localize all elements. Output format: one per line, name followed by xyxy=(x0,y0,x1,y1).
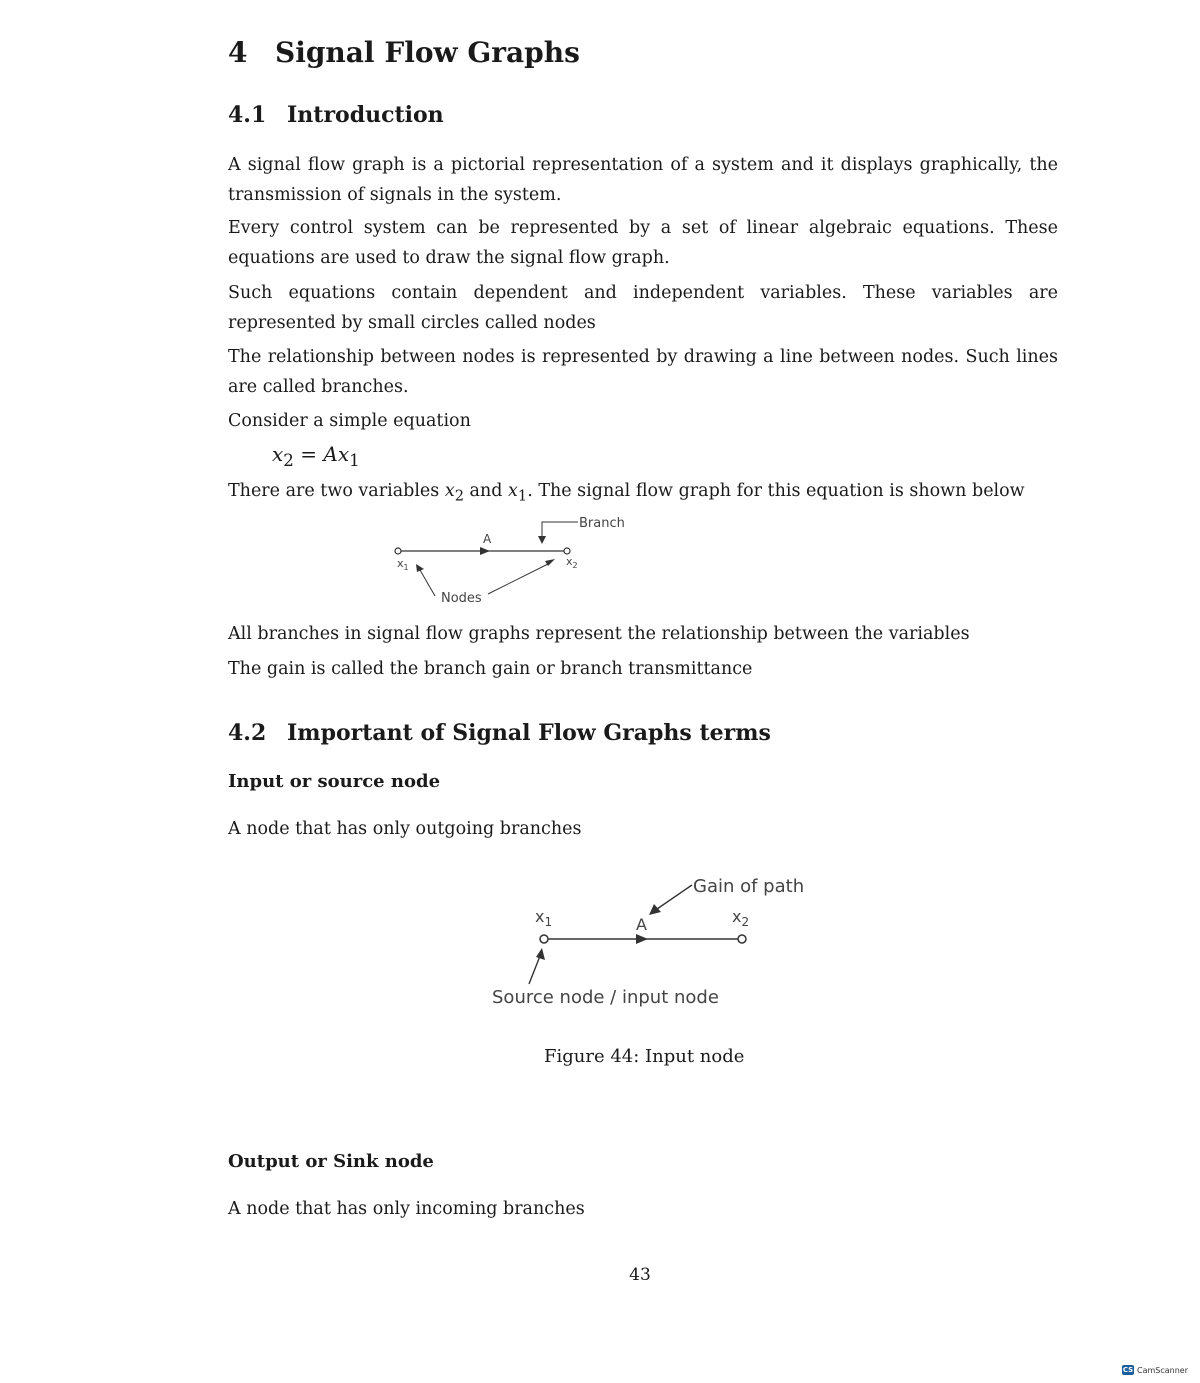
source-node-x1-letter: x xyxy=(535,907,545,926)
intro-paragraph-3: Such equations contain dependent and independent variables. These variables are represented by small circles called nodes xyxy=(228,283,1058,333)
camscanner-logo-icon: CS xyxy=(1122,1366,1134,1374)
input-node-heading: Input or source node xyxy=(228,771,441,792)
source-node-label: Source node / input node xyxy=(492,987,719,1008)
node-x2-subscript: 2 xyxy=(572,561,578,570)
equation-lhs: x xyxy=(272,442,284,466)
gain-a-label: A xyxy=(636,915,647,934)
input-node-text: A node that has only outgoing branches xyxy=(228,819,582,839)
nodes-label: Nodes xyxy=(441,591,482,606)
branch-pointer-arrow-icon xyxy=(538,536,546,544)
node-x2-letter: x xyxy=(732,907,742,926)
subsection-number: 4.1 xyxy=(228,102,267,128)
node-x2-subscript: 2 xyxy=(741,915,750,929)
node-x2 xyxy=(738,935,746,943)
output-node-text: A node that has only incoming branches xyxy=(228,1199,585,1219)
intro-paragraph-8: The gain is called the branch gain or branch transmittance xyxy=(228,659,753,679)
p6-var1-sub: 2 xyxy=(454,487,464,505)
figure-44-caption: Figure 44: Input node xyxy=(544,1046,745,1067)
input-node-diagram xyxy=(485,868,815,1018)
output-node-heading: Output or Sink node xyxy=(228,1151,434,1172)
page-number: 43 xyxy=(629,1265,651,1285)
equation xyxy=(272,442,360,470)
intro-paragraph-1: A signal flow graph is a pictorial representation of a system and it displays graphically, the transmission of signals in the system. xyxy=(228,155,1058,205)
path-arrow-icon xyxy=(636,934,648,944)
branch-pointer-line xyxy=(542,522,578,538)
p6-middle: and xyxy=(463,481,509,501)
branch-arrow-icon xyxy=(480,547,490,555)
camscanner-text: CamScanner xyxy=(1136,1365,1188,1375)
source-pointer-arrow-icon xyxy=(536,948,545,960)
source-node-x1-label xyxy=(535,907,552,929)
equation-rhs: Ax xyxy=(323,442,350,466)
node-x1-letter: x xyxy=(397,557,404,570)
node-x2 xyxy=(564,548,570,554)
p6-var2-sub: 1 xyxy=(517,487,528,505)
gain-pointer-line xyxy=(657,885,692,909)
section-heading xyxy=(228,36,580,69)
section-title: Signal Flow Graphs xyxy=(275,36,580,69)
equation-rhs-sub: 1 xyxy=(349,451,360,470)
scanner-watermark xyxy=(1122,1365,1188,1375)
equation-sign: = xyxy=(293,442,324,466)
node-x2-letter: x xyxy=(566,555,573,568)
intro-paragraph-7: All branches in signal flow graphs represent the relationship between the variables xyxy=(228,624,970,644)
source-node-x1 xyxy=(540,935,548,943)
subsection-number: 4.2 xyxy=(228,720,267,746)
branch-label: Branch xyxy=(579,516,625,531)
source-node-x1-subscript: 1 xyxy=(544,915,553,929)
nodes-pointer-line-right xyxy=(488,563,550,594)
gain-pointer-arrow-icon xyxy=(649,904,661,915)
intro-paragraph-5: Consider a simple equation xyxy=(228,411,471,431)
p6-prefix: There are two variables xyxy=(228,481,445,501)
section-number: 4 xyxy=(228,36,248,69)
equation-lhs-sub: 2 xyxy=(283,451,294,470)
node-x1-label xyxy=(397,557,409,572)
gain-label: A xyxy=(483,532,492,546)
node-x1-subscript: 1 xyxy=(403,563,409,572)
p6-suffix: . The signal flow graph for this equation is shown below xyxy=(527,481,1025,501)
subsection-heading-terms xyxy=(228,720,771,746)
intro-paragraph-2: Every control system can be represented by a set of linear algebraic equations. These equations are used to draw the signal flow graph. xyxy=(228,218,1058,268)
intro-paragraph-6 xyxy=(228,476,1058,512)
node-x2-label xyxy=(732,907,749,929)
p6-var1: x xyxy=(444,481,455,501)
intro-paragraph-4: The relationship between nodes is represented by drawing a line between nodes. Such lines are called branches. xyxy=(228,347,1058,397)
p6-var2: x xyxy=(508,481,518,501)
node-x2-label xyxy=(566,555,578,570)
gain-of-path-label: Gain of path xyxy=(693,876,805,897)
nodes-pointer-line-left xyxy=(420,570,435,596)
basic-signal-flow-diagram xyxy=(380,508,660,608)
node-x1 xyxy=(395,548,401,554)
subsection-title: Introduction xyxy=(287,102,444,128)
source-pointer-line xyxy=(529,956,540,984)
subsection-heading-introduction xyxy=(228,102,444,128)
subsection-title: Important of Signal Flow Graphs terms xyxy=(287,720,771,746)
